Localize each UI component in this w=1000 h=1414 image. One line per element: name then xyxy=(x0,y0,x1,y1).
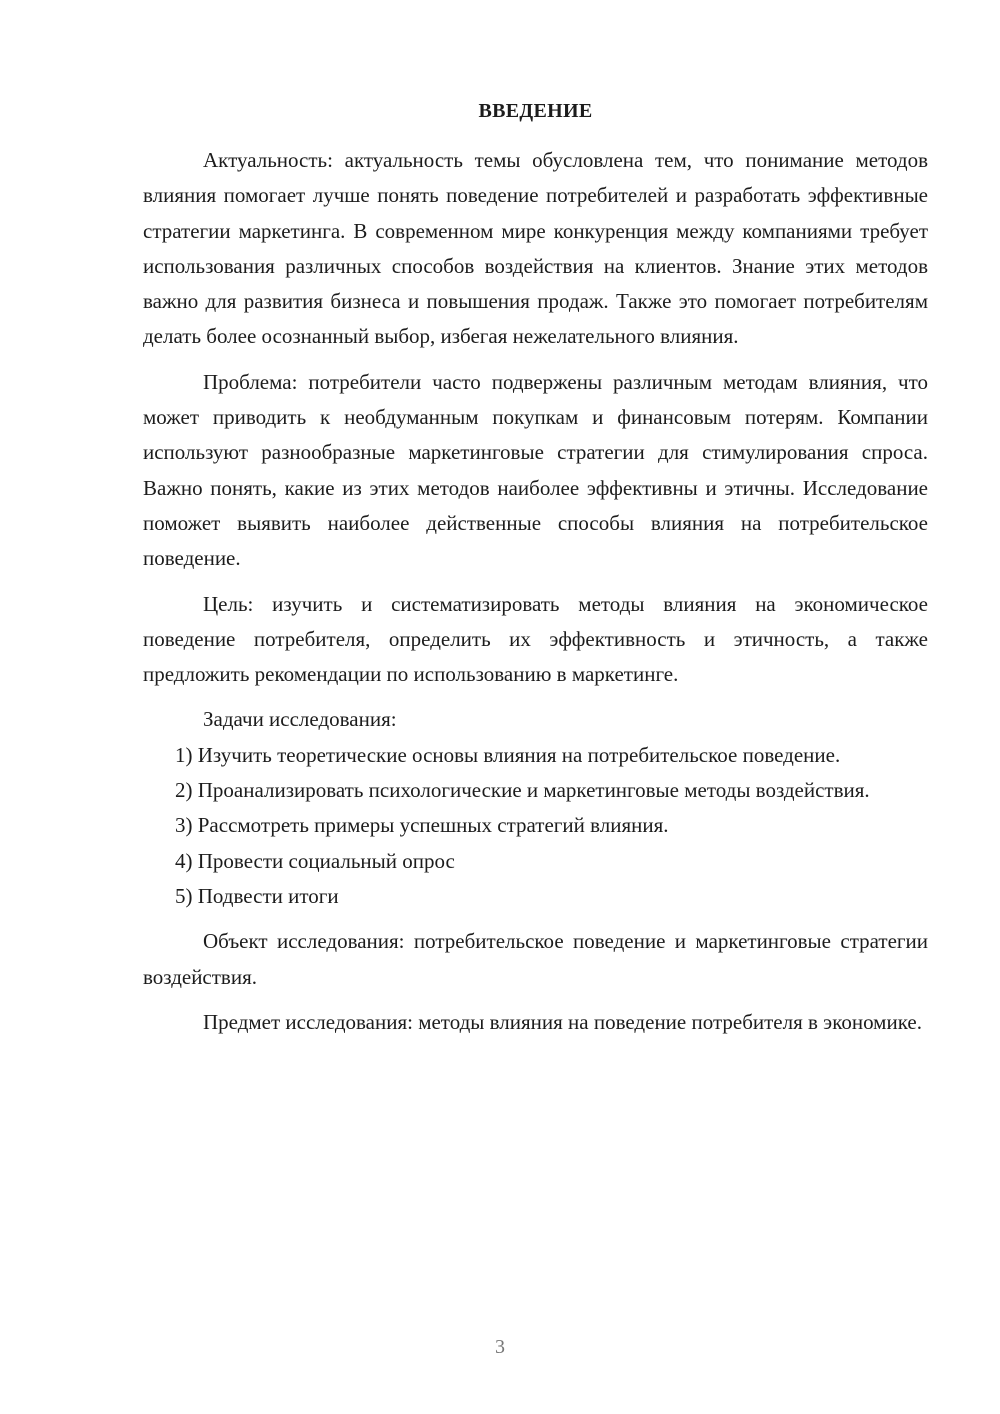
goal-paragraph: Цель: изучить и систематизировать методы влияния на экономическое поведение потребителя, определить их эффективность и этичность, а также предложить рекомендации по использованию в маркетинге. xyxy=(143,591,928,687)
tasks-list xyxy=(143,738,928,914)
document-page xyxy=(143,95,928,1040)
relevance-paragraph: Актуальность: актуальность темы обусловлена тем, что понимание методов влияния помогает лучше понять поведение потребителей и разработать эффективные стратегии маркетинга. В современном мире конкуренция между компаниями требует использования различных способов воздействия на клиентов. Знание этих методов важно для развития бизнеса и повышения продаж. Также это помогает потребителям делать более осознанный выбор, избегая нежелательного влияния. xyxy=(143,148,928,349)
object-paragraph: Объект исследования: потребительское поведение и маркетинговые стратегии воздействия. xyxy=(143,929,928,989)
problem-paragraph: Проблема: потребители часто подвержены различным методам влияния, что может приводить к необдуманным покупкам и финансовым потерям. Компании используют разнообразные маркетинговые стратегии для стимулирования спроса. Важно понять, какие из этих методов наиболее эффективны и этичны. Исследование поможет выявить наиболее действенные способы влияния на потребительское поведение. xyxy=(143,369,928,571)
task-item-5: 5) Подвести итоги xyxy=(175,883,339,908)
subject-paragraph: Предмет исследования: методы влияния на поведение потребителя в экономике. xyxy=(203,1009,922,1034)
task-item-4: 4) Провести социальный опрос xyxy=(175,848,455,873)
task-item-1: 1) Изучить теоретические основы влияния на потребительское поведение. xyxy=(175,742,841,767)
page-number: 3 xyxy=(495,1336,505,1358)
task-item-2: 2) Проанализировать психологические и маркетинговые методы воздействия. xyxy=(175,778,870,803)
task-item-3: 3) Рассмотреть примеры успешных стратегий влияния. xyxy=(175,813,669,838)
page-title: ВВЕДЕНИЕ xyxy=(478,100,593,122)
tasks-heading: Задачи исследования: xyxy=(203,707,397,732)
